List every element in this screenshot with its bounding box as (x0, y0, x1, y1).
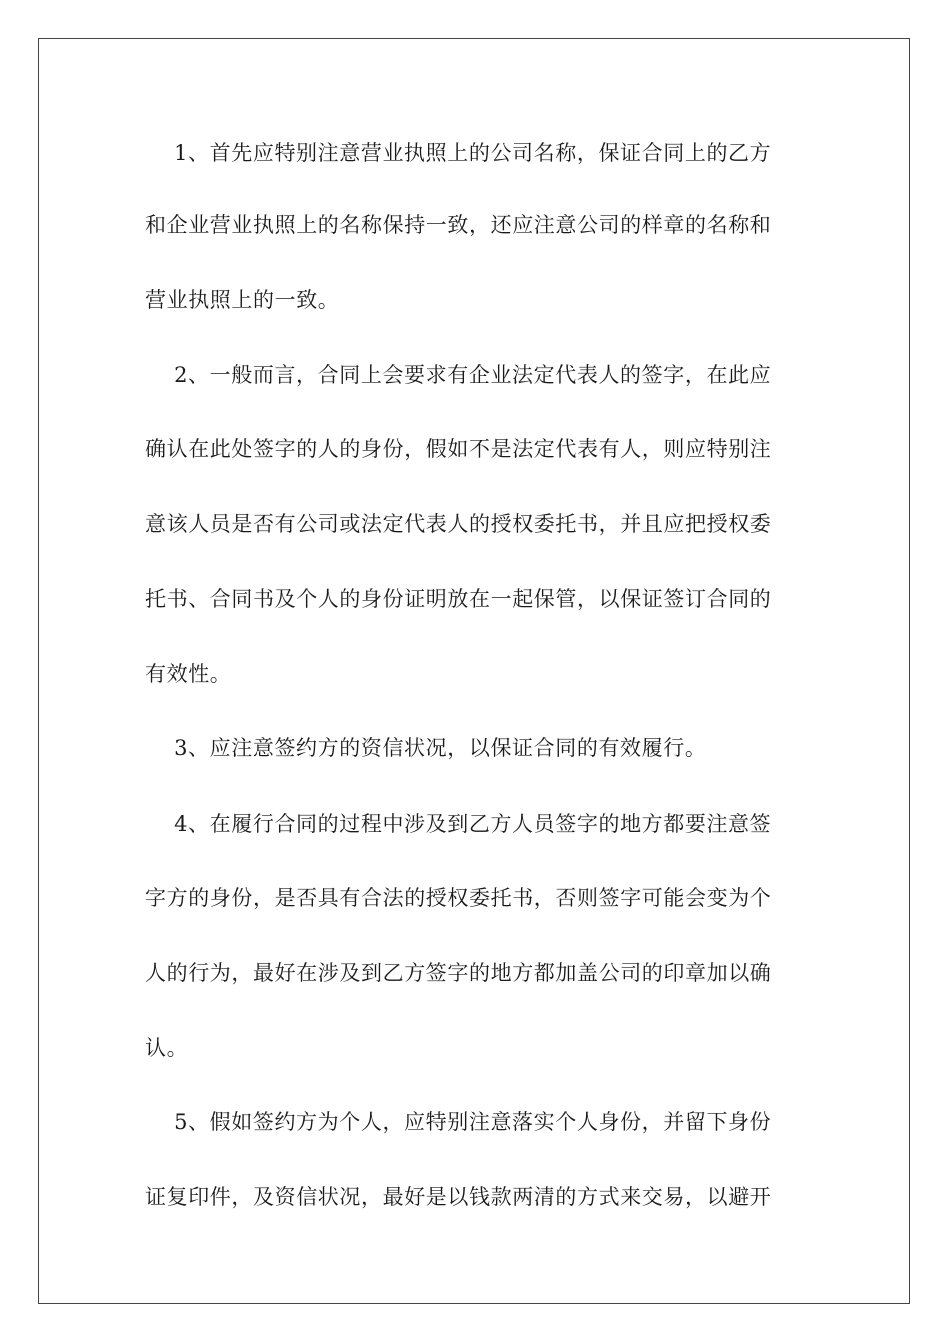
paragraph-1-line-3: 营业执照上的一致。 (145, 288, 340, 312)
paragraph-4-line-2: 字方的身份，是否具有合法的授权委托书，否则签字可能会变为个 (145, 886, 772, 910)
paragraph-2-line-4: 托书、合同书及个人的身份证明放在一起保管，以保证签订合同的 (145, 587, 772, 611)
paragraph-5-line-1: 5、假如签约方为个人，应特别注意落实个人身份，并留下身份 (145, 1110, 772, 1134)
paragraph-4-line-1: 4、在履行合同的过程中涉及到乙方人员签字的地方都要注意签 (145, 812, 772, 836)
paragraph-2-line-5: 有效性。 (145, 662, 232, 686)
paragraph-1-line-1: 1、首先应特别注意营业执照上的公司名称，保证合同上的乙方 (145, 141, 772, 165)
paragraph-1-line-2: 和企业营业执照上的名称保持一致，还应注意公司的样章的名称和 (145, 213, 772, 237)
paragraph-4-line-3: 人的行为，最好在涉及到乙方签字的地方都加盖公司的印章加以确 (145, 961, 772, 985)
paragraph-2-line-3: 意该人员是否有公司或法定代表人的授权委托书，并且应把授权委 (145, 512, 772, 536)
paragraph-2-line-2: 确认在此处签字的人的身份，假如不是法定代表有人，则应特别注 (145, 437, 772, 461)
paragraph-3-line-1: 3、应注意签约方的资信状况，以保证合同的有效履行。 (145, 736, 707, 760)
paragraph-4-line-4: 认。 (145, 1036, 189, 1060)
paragraph-5-line-2: 证复印件，及资信状况，最好是以钱款两清的方式来交易，以避开 (145, 1185, 772, 1209)
paragraph-2-line-1: 2、一般而言，合同上会要求有企业法定代表人的签字，在此应 (145, 363, 772, 387)
